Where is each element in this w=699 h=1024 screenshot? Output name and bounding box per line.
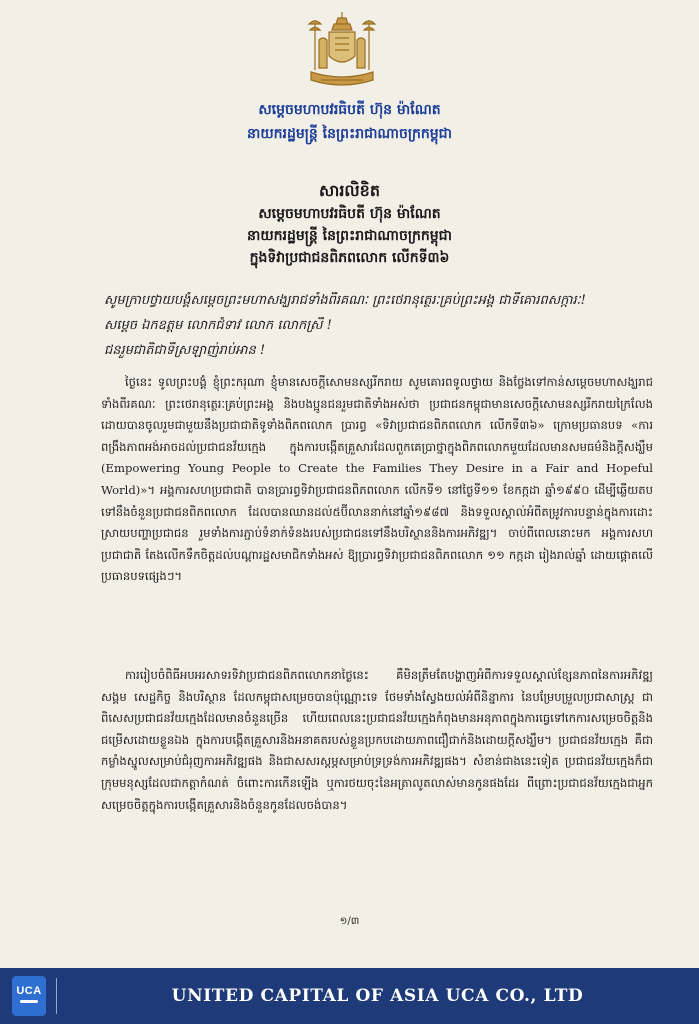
body-paragraph: ថ្ងៃនេះ ទូលព្រះបង្គំ ខ្ញុំព្រះករុណា ខ្ញុំមានសេចក្តីសោមនស្សរីករាយ សូមគោរពទូលថ្វាយ និងថ្លែងទៅកាន់សម្តេចមហាសង្ឃរាជទាំងពីរគណៈ ព្រះថេរានុត្ថេរៈគ្រប់ព្រះអង្គ និងបងប្អូនជនរួមជាតិទាំងអស់ថា ប្រជាជនកម្ពុជាមានសេចក្តីសោមនស្សរីករាយក្រៃលែង ដោយបានចូលរួមជាមួយនឹងប្រជាជាតិទូទាំងពិភពលោក ប្រារព្ធ «ទិវាប្រជាជនពិភពលោក លើកទី៣៦» ក្រោមប្រធានបទ «ការពង្រឹងភាពអង់អាចដល់ប្រជាជនវ័យក្មេង ក្នុងការបង្កើតគ្រួសារដែលពួកគេប្រាថ្នាក្នុងពិភពលោកមួយដែលមានសមធម៌និងក្តីសង្ឃឹម (Empowering Young People to Create the Families They Desire in a Fair and Hopeful World)»។ អង្គការសហប្រជាជាតិ បានប្រារព្ធទិវាប្រជាជនពិភពលោក លើកទី១ នៅថ្ងៃទី១១ ខែកក្កដា ឆ្នាំ១៩៩០ ដើម្បីឆ្លើយតបទៅនឹងចំនួនប្រជាជនពិភពលោក ដែលបានឈានដល់៥ប៊ីលាននាក់នៅឆ្នាំ១៩៨៧ និងទទួលស្គាល់អំពីតម្រូវការបន្ទាន់ក្នុងការដោះស្រាយបញ្ហាប្រជាជន រួមទាំងការភ្ជាប់ទំនាក់ទំនងរបស់ប្រជាជនទៅនឹងបរិស្ថាននិងការអភិវឌ្ឍ។ ចាប់ពីពេលនោះមក អង្គការសហប្រជាជាតិ តែងលើកទឹកចិត្តដល់បណ្តារដ្ឋសមាជិកទាំងអស់ ឱ្យប្រារព្ធទិវាប្រជាជនពិភពលោក ១១ កក្កដា រៀងរាល់ឆ្នាំ ដោយផ្តោតលើប្រធានបទផ្សេងៗ។ [101, 375, 653, 584]
sender-name: សម្តេចមហាបវរធិបតី ហ៊ុន ម៉ាណែត [258, 102, 441, 118]
sender-title: នាយករដ្ឋមន្ត្រី នៃព្រះរាជាណាចក្រកម្ពុជា [246, 126, 453, 142]
uca-logo-icon [12, 976, 46, 1016]
logo-bar [20, 1000, 38, 1003]
document-subtitle-name: សម្តេចមហាបវរធិបតី ហ៊ុន ម៉ាណែត [258, 206, 441, 222]
footer-logo-text: UCA [16, 985, 42, 997]
document-subtitle-occasion: ក្នុងទិវាប្រជាជនពិភពលោក លើកទី៣៦ [249, 250, 450, 266]
salutation-line: ជនរួមជាតិជាទីស្រឡាញ់រាប់អាន ! [104, 343, 266, 358]
document-subtitle-position: នាយករដ្ឋមន្ត្រី នៃព្រះរាជាណាចក្រកម្ពុជា [246, 228, 453, 244]
salutation-line: សូមក្រាបថ្វាយបង្គំសម្តេចព្រះមហាសង្ឃរាជទាំងពីរគណៈ ព្រះថេរានុត្ថេរៈគ្រប់ព្រះអង្គ ជាទីគោរពសក្ការៈ! [104, 293, 586, 308]
body-paragraph: ការរៀបចំពិធីអបអរសាទរទិវាប្រជាជនពិភពលោកនាថ្ងៃនេះ គឺមិនត្រឹមតែបង្ហាញអំពីការទទួលស្គាល់ខ្សែនភាពនៃការអភិវឌ្ឍសង្គម សេដ្ឋកិច្ច និងបរិស្ថាន ដែលកម្ពុជាសម្រេចបានប៉ុណ្ណោះទេ ថែមទាំងស្វែងយល់អំពីនិន្នាការ នៃបម្រែបម្រួលប្រជាសាស្ត្រ ជាពិសេសប្រជាជនវ័យក្មេងដែលមានចំនួនច្រើន ហើយពេលនេះប្រជាជនវ័យក្មេងកំពុងមានអនុភាពក្នុងការធ្វេទៅកេការសម្រេចចិត្តនិងជម្រើសដោយខ្លួនឯង ក្នុងការបង្កើតគ្រួសារនិងអនាគតរបស់ខ្លួនប្រកបដោយភាពជឿជាក់និងដោយក្តីសង្ឃឹម។ ប្រជាជនវ័យក្មេង គឺជាកម្លាំងស្នូលសម្រាប់ជំរុញការអភិវឌ្ឍផង និងជាសសរស្តម្ភសម្រាប់ទ្រទ្រង់ការអភិវឌ្ឍផង។ សំខាន់ជាងនេះទៀត ប្រជាជនវ័យក្មេងក៏ជាក្រុមមនុស្សដែលជាកត្តាកំណត់ ចំពោះការកើនឡើង ឬការថយចុះនៃអត្រាលូតលាស់មានកូនផងដែរ ពីព្រោះប្រជាជនវ័យក្មេងជាអ្នកសម្រេចចិត្តក្នុងការបង្កើតគ្រួសារនិងចំនួនកូនដែលចង់បាន។ [101, 668, 653, 812]
page-number: ១/៣ [339, 916, 360, 927]
royal-coat-of-arms-icon [303, 10, 381, 94]
salutation-line: សម្តេច ឯកឧត្តម លោកជំទាវ លោក លោកស្រី ! [104, 318, 332, 333]
footer-banner [0, 968, 699, 1024]
document-title: សារលិខិត [319, 181, 380, 200]
footer-company-name: UNITED CAPITAL OF ASIA UCA CO., LTD [171, 986, 584, 1006]
